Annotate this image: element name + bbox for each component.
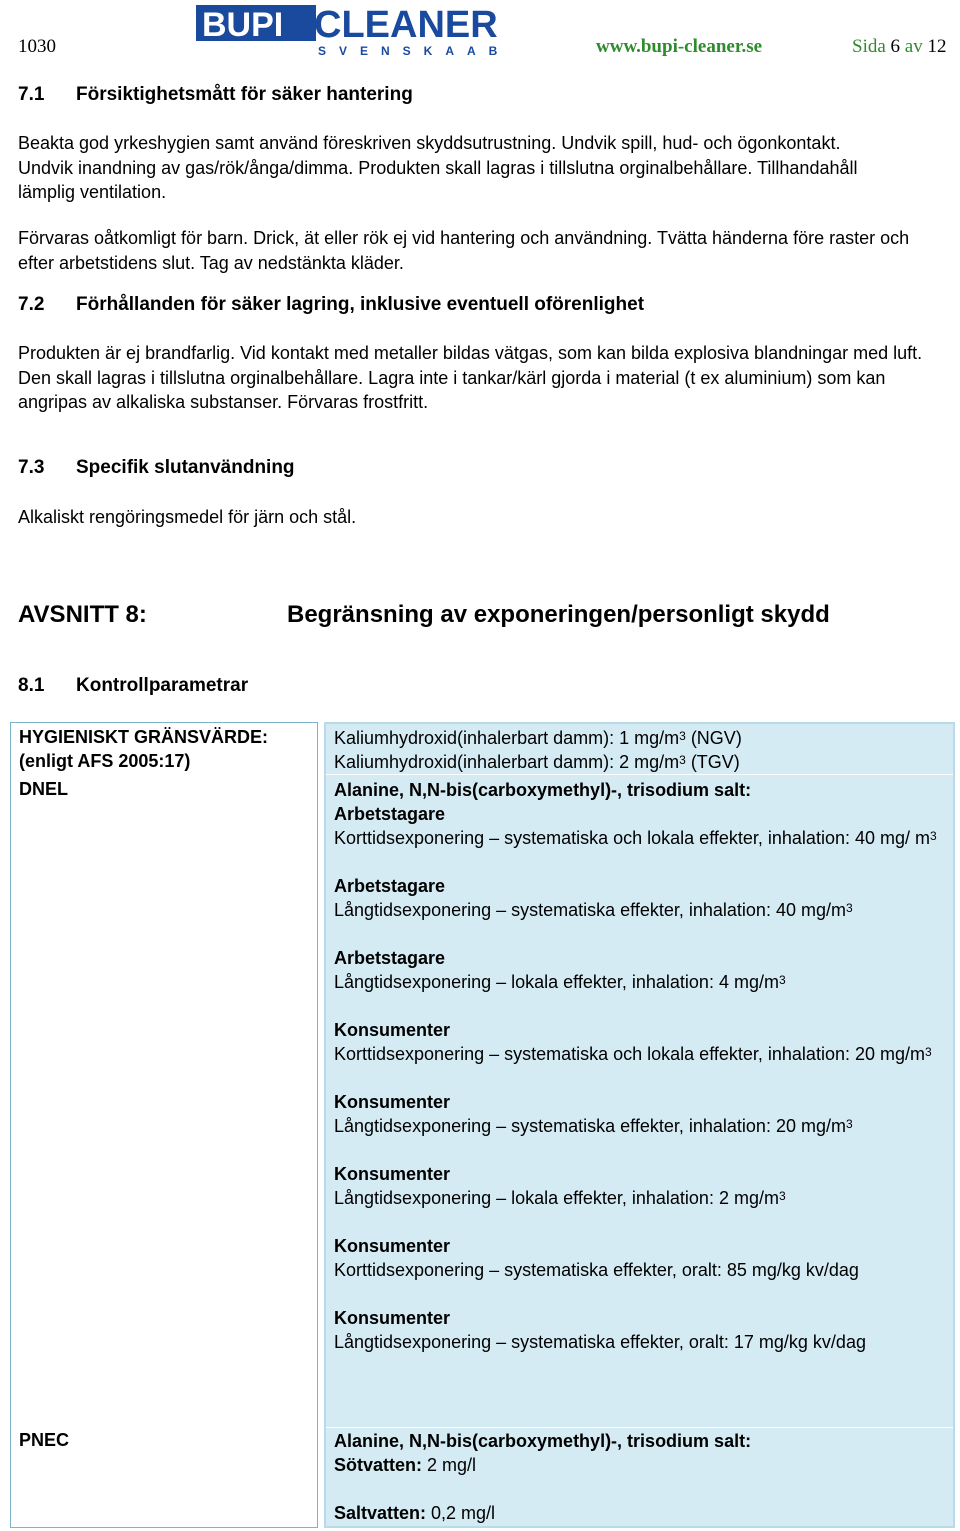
control-parameters-table xyxy=(10,722,955,1528)
dnel-entry: Konsumenter Långtidsexponering – systematiska effekter, oralt: 17 mg/kg kv/dag xyxy=(334,1308,866,1352)
section-7-2-paragraph: Produkten är ej brandfarlig. Vid kontakt med metaller bildas vätgas, som kan bilda explosiva blandningar med luft. Den skall lagras i tillslutna orginalbehållare. Lagra inte i tankar/kärl gjorda i material (t ex aluminium) som kan angripas av alkaliska substanser. Förvaras frostfritt. xyxy=(18,343,923,412)
section-7-1-heading: 7.1 Försiktighetsmått för säker hantering xyxy=(18,84,413,105)
section-7-1-paragraph-1: Beakta god yrkeshygien samt använd föreskriven skyddsutrustning. Undvik spill, hud- och ögonkontakt. Undvik inandning av gas/rök/ånga/dimma. Produkten skall lagras i tillslutna orginalbehållare. Tillhandahåll lämplig ventilation. xyxy=(18,133,858,202)
dnel-label: DNEL xyxy=(19,779,68,799)
table-label-column xyxy=(10,722,318,1528)
dnel-values xyxy=(334,778,944,1354)
table-value-column xyxy=(324,722,955,1528)
section-8-label: AVSNITT 8: xyxy=(18,601,147,628)
document-number: 1030 xyxy=(18,36,56,57)
section-7-3-paragraph: Alkaliskt rengöringsmedel för järn och stål. xyxy=(18,507,357,527)
section-7-1-paragraph-2: Förvaras oåtkomligt för barn. Drick, ät eller rök ej vid hantering och användning. Tvätta händerna före raster och efter arbetstidens slut. Tag av nedstänkta kläder. xyxy=(18,228,910,273)
dnel-entry: Arbetstagare Långtidsexponering – systematiska effekter, inhalation: 40 $mg/m^3$ xyxy=(334,876,853,920)
page-indicator: Sida 6 av 12 xyxy=(852,36,947,57)
dnel-entry: Arbetstagare Korttidsexponering – systematiska och lokala effekter, inhalation: 40 mg/ $m^3$ xyxy=(334,804,937,848)
dnel-substance: Alanine, N,N-bis(carboxymethyl)-, trisodium salt: xyxy=(334,780,752,800)
dnel-entry: Konsumenter Långtidsexponering – systematiska effekter, inhalation: 20 $mg/m^3$ xyxy=(334,1092,853,1136)
section-8-1-heading: 8.1 Kontrollparametrar xyxy=(18,675,249,696)
hygienic-limit-label: HYGIENISKT GRÄNSVÄRDE: (enligt AFS 2005:17) xyxy=(19,727,269,771)
dnel-entry: Konsumenter Långtidsexponering – lokala effekter, inhalation: 2 $mg/m^3$ xyxy=(334,1164,786,1208)
svg-text:SVENSKAAB: SVENSKAAB xyxy=(318,44,511,57)
pnec-values xyxy=(334,1429,944,1525)
svg-text:CLEANER: CLEANER xyxy=(314,4,498,46)
pnec-substance: Alanine, N,N-bis(carboxymethyl)-, trisodium salt: xyxy=(334,1431,752,1451)
bupi-cleaner-logo xyxy=(196,3,512,57)
row-divider xyxy=(326,774,953,775)
section-7-2-heading: 7.2 Förhållanden för säker lagring, inklusive eventuell oförenlighet xyxy=(18,294,645,315)
section-8-title: Begränsning av exponeringen/personligt skydd xyxy=(287,601,830,628)
hygienic-limit-values: Kaliumhydroxid(inhalerbart damm): 1 $mg/m^3$ (NGV) Kaliumhydroxid(inhalerbart damm): 2 $mg/m^3$ (TGV) xyxy=(334,728,742,772)
dnel-entry: Konsumenter Korttidsexponering – systematiska effekter, oralt: 85 mg/kg kv/dag xyxy=(334,1236,859,1280)
dnel-entry: Konsumenter Korttidsexponering – systematiska och lokala effekter, inhalation: 20 $mg/m^3$ xyxy=(334,1020,932,1064)
svg-text:BUPI: BUPI xyxy=(202,6,284,44)
pnec-freshwater: Sötvatten: 2 mg/l xyxy=(334,1455,477,1475)
page-header xyxy=(0,0,960,70)
pnec-saltwater: Saltvatten: 0,2 mg/l xyxy=(334,1503,496,1523)
row-divider xyxy=(326,1427,953,1428)
pnec-label: PNEC xyxy=(19,1430,70,1450)
dnel-entry: Arbetstagare Långtidsexponering – lokala effekter, inhalation: 4 $mg/m^3$ xyxy=(334,948,786,992)
section-7-3-heading: 7.3 Specifik slutanvändning xyxy=(18,457,295,478)
website-link[interactable]: www.bupi-cleaner.se xyxy=(596,36,763,57)
